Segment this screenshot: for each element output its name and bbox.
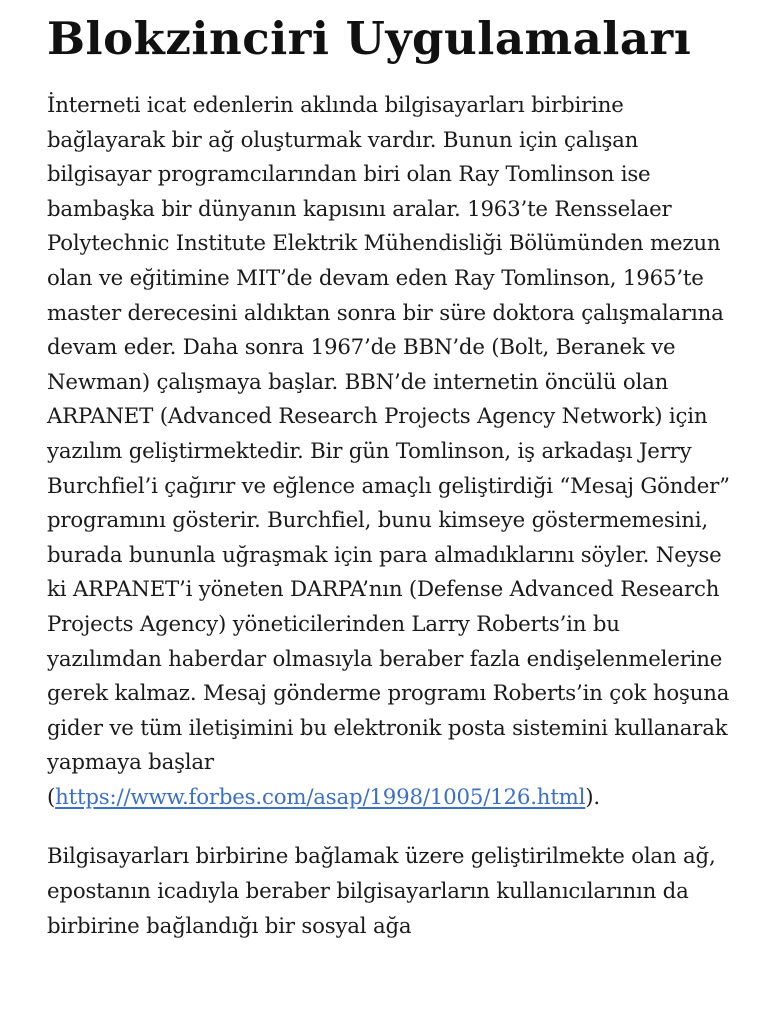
article-title: Blokzinciri Uygulamaları	[47, 12, 692, 65]
citation-open: (	[47, 784, 56, 810]
citation-close: ).	[585, 784, 600, 810]
article-paragraph-2: Bilgisayarları birbirine bağlamak üzere geliştirilmekte olan ağ, epostanın icadıyla beraber bilgisayarların kullanıcılarının da birbirine bağlandığı bir sosyal ağa	[47, 844, 716, 939]
paragraph-1-text: İnterneti icat edenlerin aklında bilgisayarları birbirine bağlayarak bir ağ oluşturmak vardır. Bunun için çalışan bilgisayar programcılarından biri olan Ray Tomlinson ise bambaşka bir dünyanın kapısını aralar. 1963’te Rensselaer Polytechnic Institute Elektrik Mühendisliği Bölümünden mezun olan ve eğitimine MIT’de devam eden Ray Tomlinson, 1965’te master derecesini aldıktan sonra bir süre doktora çalışmalarına devam eder. Daha sonra 1967’de BBN’de (Bolt, Beranek ve Newman) çalışmaya başlar. BBN’de internetin öncülü olan ARPANET (Advanced Research Projects Agency Network) için yazılım geliştirmektedir. Bir gün Tomlinson, iş arkadaşı Jerry Burchfiel’i çağırır ve eğlence amaçlı geliştirdiği “Mesaj Gönder” programını gösterir. Burchfiel, bunu kimseye göstermemesini, burada bununla uğraşmak için para almadıklarını söyler. Neyse ki ARPANET’i yöneten DARPA’nın (Defense Advanced Research Projects Agency) yöneticilerinden Larry Roberts’in bu yazılımdan haberdar olmasıyla beraber fazla endişelenmelerine gerek kalmaz. Mesaj gönderme programı Roberts’in çok hoşuna gider ve tüm iletişimini bu elektronik posta sistemini kullanarak yapmaya başlar	[47, 93, 730, 776]
article	[47, 0, 737, 944]
article-paragraph-1	[47, 89, 737, 815]
source-link[interactable]: https://www.forbes.com/asap/1998/1005/126.html	[55, 784, 586, 810]
